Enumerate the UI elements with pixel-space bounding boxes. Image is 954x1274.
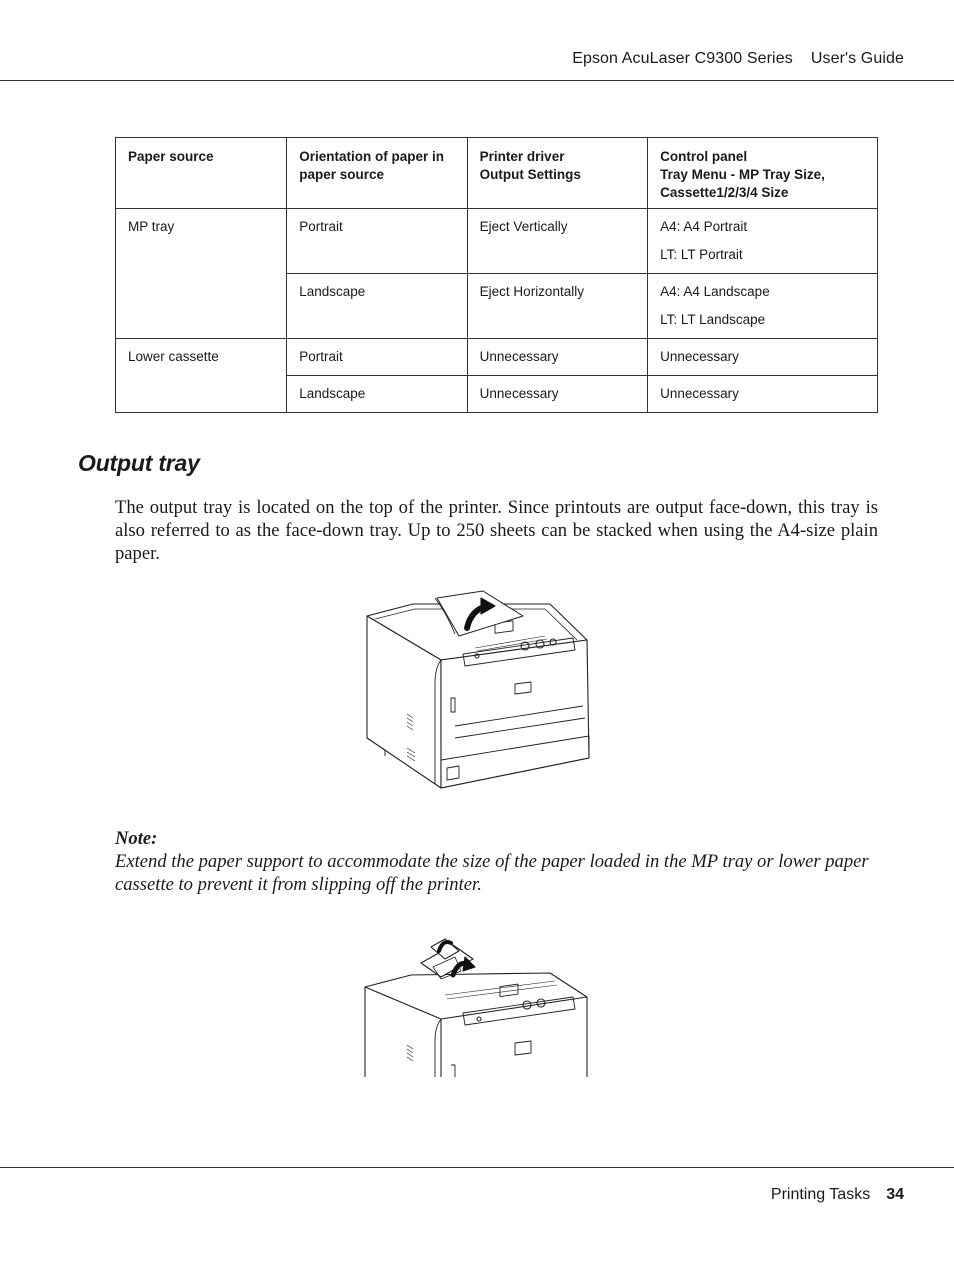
footer-rule (0, 1167, 954, 1168)
cell-driver: Eject Vertically (467, 209, 647, 274)
cell-panel: A4: A4 Landscape LT: LT Landscape (648, 274, 878, 339)
cell-orientation: Landscape (287, 376, 467, 413)
running-header (572, 50, 904, 68)
cell-source: Lower cassette (116, 339, 287, 413)
header-product: Epson AcuLaser C9300 Series (572, 50, 793, 67)
table-row (116, 209, 878, 274)
cell-orientation: Portrait (287, 339, 467, 376)
note-box (115, 827, 885, 896)
page-number: 34 (886, 1186, 904, 1203)
header-guide: User's Guide (810, 50, 904, 67)
cell-orientation: Portrait (287, 209, 467, 274)
running-footer (771, 1186, 904, 1204)
section-title: Output tray (78, 450, 200, 476)
cell-panel: Unnecessary (648, 376, 878, 413)
header-rule (0, 80, 954, 81)
header-control-panel: Control panel Tray Menu - MP Tray Size, Cassette1/2/3/4 Size (648, 138, 878, 209)
cell-source: MP tray (116, 209, 287, 339)
note-label: Note: (115, 828, 158, 849)
note-text: Extend the paper support to accommodate the size of the paper loaded in the MP tray or lower paper cassette to prevent it from slipping off the printer. (115, 851, 869, 895)
header-orientation: Orientation of paper in paper source (287, 138, 467, 209)
footer-section: Printing Tasks (770, 1186, 871, 1203)
cell-panel: Unnecessary (648, 339, 878, 376)
table-row (116, 339, 878, 376)
cell-orientation: Landscape (287, 274, 467, 339)
printer-output-tray-illustration (355, 588, 599, 798)
table-header-row (116, 138, 878, 209)
section-body: The output tray is located on the top of the printer. Since printouts are output face-down, this tray is also referred to as the face-down tray. Up to 250 sheets can be stacked when using the A4-size plain paper. (115, 497, 878, 564)
header-printer-driver: Printer driver Output Settings (467, 138, 647, 209)
paper-support-illustration (355, 935, 599, 1077)
header-paper-source: Paper source (116, 138, 287, 209)
cell-driver: Unnecessary (467, 339, 647, 376)
cell-driver: Unnecessary (467, 376, 647, 413)
cell-driver: Eject Horizontally (467, 274, 647, 339)
paper-orientation-table (115, 137, 878, 413)
cell-panel: A4: A4 Portrait LT: LT Portrait (648, 209, 878, 274)
